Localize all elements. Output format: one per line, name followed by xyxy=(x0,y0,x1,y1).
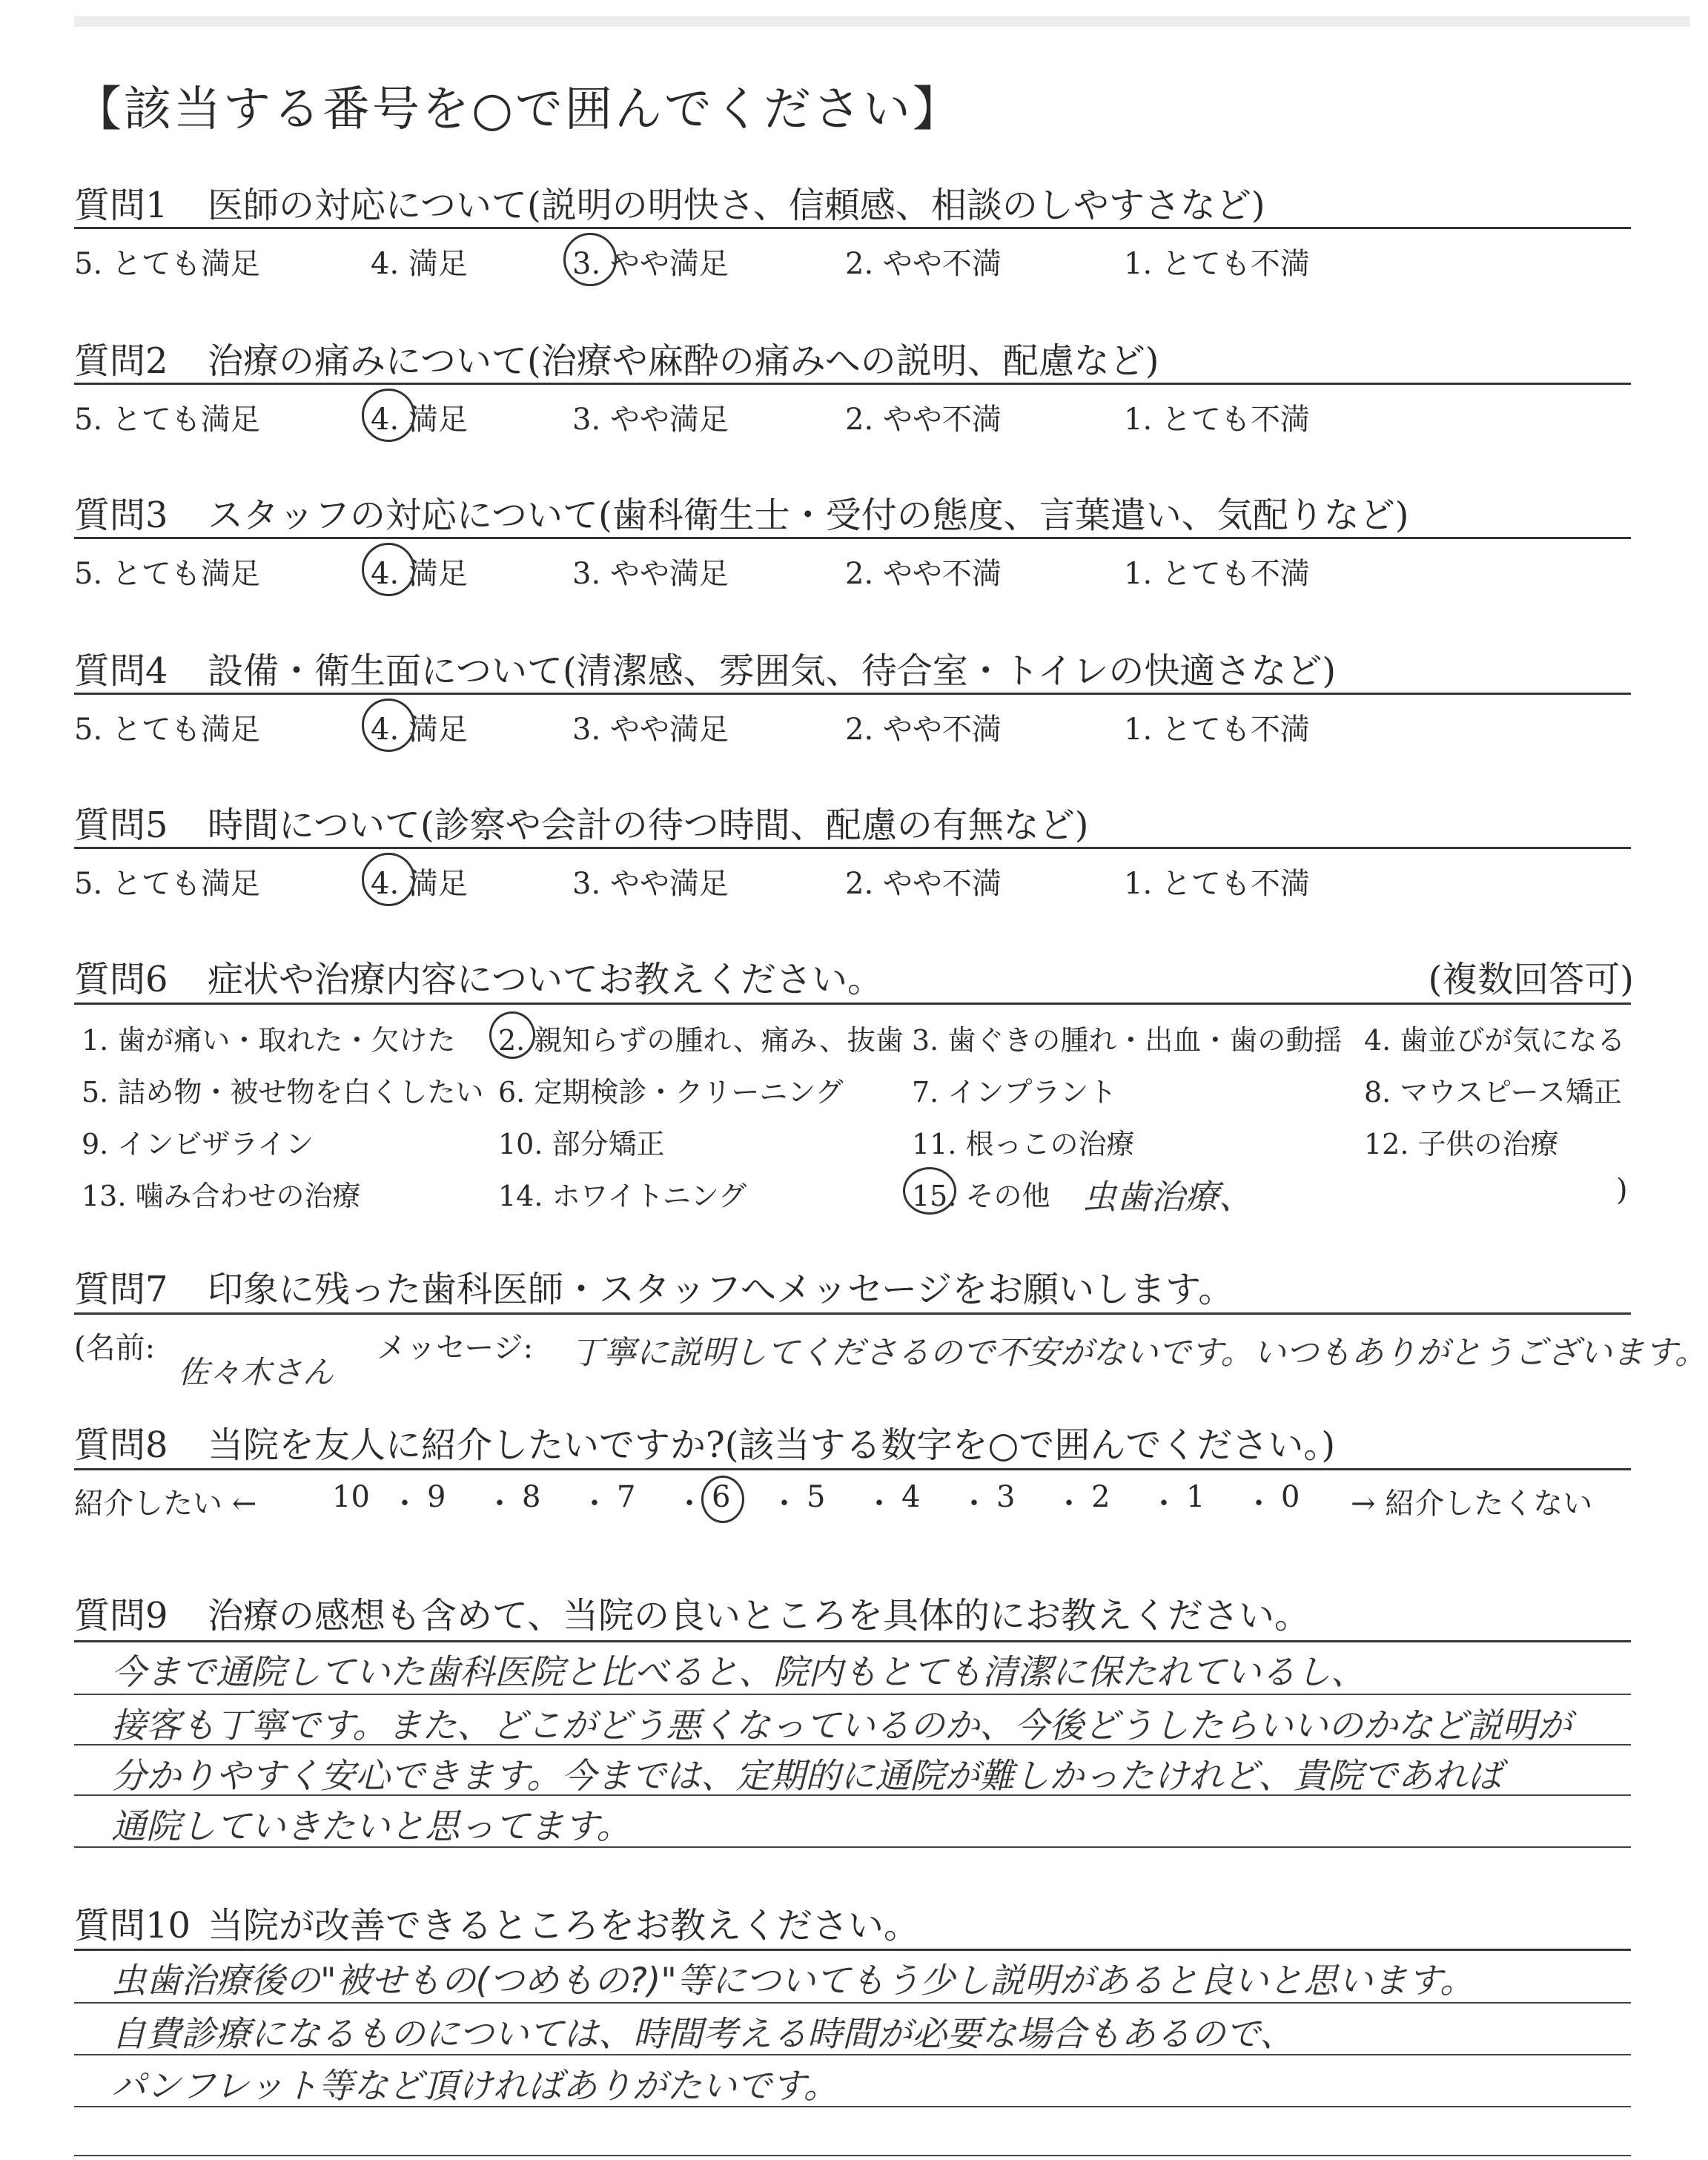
question-text: 印象に残った歯科医師・スタッフへメッセージをお願いします。 xyxy=(208,1269,1234,1310)
scale-dot: ・ xyxy=(1149,1487,1179,1521)
q6-option[interactable]: 1. 歯が痛い・取れた・欠けた xyxy=(82,1024,456,1057)
rating-option-5[interactable]: 5. とても満足 xyxy=(74,713,260,747)
page-heading: 【該当する番号を○で囲んでください】 xyxy=(74,82,962,137)
scale-value-2[interactable]: 2 xyxy=(1091,1480,1110,1514)
question-text: 当院が改善できるところをお教えください。 xyxy=(208,1905,920,1946)
rating-option-3[interactable]: 3. やや満足 xyxy=(572,867,729,901)
q6-option[interactable]: 9. インビザライン xyxy=(82,1128,314,1160)
scale-value-7[interactable]: 7 xyxy=(617,1480,636,1514)
scale-dot: ・ xyxy=(675,1487,704,1521)
question-1-rule xyxy=(74,227,1631,229)
scale-value-9[interactable]: 9 xyxy=(427,1480,446,1514)
scale-left-label: 紹介したい ← xyxy=(74,1487,257,1521)
question-text: 治療の感想も含めて、当院の良いところを具体的にお教えください。 xyxy=(208,1595,1311,1636)
name-label: (名前: xyxy=(74,1331,156,1365)
rating-option-1[interactable]: 1. とても不満 xyxy=(1124,713,1310,747)
q6-option[interactable]: 4. 歯並びが気になる xyxy=(1364,1024,1626,1057)
scale-value-10[interactable]: 10 xyxy=(332,1480,370,1514)
question-number: 質問7 xyxy=(74,1269,168,1310)
scan-top-edge xyxy=(74,16,1690,27)
scale-value-3[interactable]: 3 xyxy=(996,1480,1016,1514)
rating-option-2[interactable]: 2. やや不満 xyxy=(845,247,1002,281)
question-9-title xyxy=(74,1587,1310,1638)
scale-dot: ・ xyxy=(580,1487,609,1521)
scale-right-label: → 紹介したくない xyxy=(1351,1487,1593,1521)
q6-option[interactable]: 8. マウスピース矯正 xyxy=(1364,1076,1622,1109)
selection-circle xyxy=(362,389,415,442)
q6-option[interactable]: 13. 噛み合わせの治療 xyxy=(82,1180,361,1212)
rating-option-3[interactable]: 3. やや満足 xyxy=(572,713,729,747)
rating-option-3[interactable]: 3. やや満足 xyxy=(572,403,729,437)
question-text: 症状や治療内容についてお教えください。 xyxy=(208,959,884,1000)
multiple-answers-note: (複数回答可) xyxy=(1428,959,1634,1000)
question-6-rule xyxy=(74,1003,1631,1005)
scale-value-6[interactable]: 6 xyxy=(712,1480,731,1514)
q6-option[interactable]: 5. 詰め物・被せ物を白くしたい xyxy=(82,1076,484,1109)
selection-circle xyxy=(489,1011,535,1059)
scale-dot: ・ xyxy=(1054,1487,1084,1521)
question-number: 質問8 xyxy=(74,1424,168,1466)
q6-option[interactable]: 2. 親知らずの腫れ、痛み、抜歯 xyxy=(498,1024,904,1057)
name-value: 佐々木さん xyxy=(178,1354,334,1390)
rating-option-4[interactable]: 4. 満足 xyxy=(371,403,468,437)
question-3-rule xyxy=(74,537,1631,539)
question-10-title xyxy=(74,1897,919,1948)
rating-option-1[interactable]: 1. とても不満 xyxy=(1124,247,1310,281)
selection-circle xyxy=(903,1167,956,1215)
question-text: 時間について(診察や会計の待つ時間、配慮の有無など) xyxy=(208,805,1089,846)
selection-circle xyxy=(362,698,415,752)
scale-value-0[interactable]: 0 xyxy=(1281,1480,1300,1514)
handwritten-line: パンフレット等など頂ければありがたいです。 xyxy=(111,2066,838,2107)
question-3-title xyxy=(74,486,1409,538)
question-text: 当院を友人に紹介したいですか?(該当する数字を○で囲んでください。) xyxy=(208,1424,1336,1466)
selection-circle xyxy=(362,853,415,906)
scale-value-4[interactable]: 4 xyxy=(901,1480,921,1514)
question-number: 質問10 xyxy=(74,1905,191,1946)
question-5-rule xyxy=(74,847,1631,849)
question-number: 質問1 xyxy=(74,185,168,226)
scale-dot: ・ xyxy=(1244,1487,1274,1521)
handwritten-line: 通院していきたいと思ってます。 xyxy=(111,1806,632,1847)
scale-dot: ・ xyxy=(864,1487,894,1521)
question-4-title xyxy=(74,642,1336,693)
question-text: 治療の痛みについて(治療や麻酔の痛みへの説明、配慮など) xyxy=(208,340,1159,382)
rating-option-3[interactable]: 3. やや満足 xyxy=(572,247,729,281)
question-1-title xyxy=(74,176,1265,228)
rating-option-2[interactable]: 2. やや不満 xyxy=(845,713,1002,747)
rating-option-1[interactable]: 1. とても不満 xyxy=(1124,867,1310,901)
q6-option[interactable]: 11. 根っこの治療 xyxy=(912,1128,1135,1160)
rating-option-2[interactable]: 2. やや不満 xyxy=(845,557,1002,591)
q6-option[interactable]: 3. 歯ぐきの腫れ・出血・歯の動揺 xyxy=(912,1024,1343,1057)
q6-option[interactable]: 10. 部分矯正 xyxy=(498,1128,665,1160)
rating-option-1[interactable]: 1. とても不満 xyxy=(1124,557,1310,591)
rating-option-4[interactable]: 4. 満足 xyxy=(371,867,468,901)
question-number: 質問5 xyxy=(74,805,168,846)
question-2-title xyxy=(74,332,1159,383)
rating-option-5[interactable]: 5. とても満足 xyxy=(74,557,260,591)
answer-line xyxy=(74,1640,1631,1642)
handwritten-line: 接客も丁寧です。また、どこがどう悪くなっているのか、今後どうしたらいいのかなど説明が xyxy=(111,1705,1572,1746)
handwritten-line: 分かりやすく安心できます。今までは、定期的に通院が難しかったけれど、貴院であれば xyxy=(111,1756,1503,1797)
rating-option-1[interactable]: 1. とても不満 xyxy=(1124,403,1310,437)
scale-value-1[interactable]: 1 xyxy=(1186,1480,1205,1514)
scale-dot: ・ xyxy=(390,1487,420,1521)
handwritten-line: 今まで通院していた歯科医院と比べると、院内もとても清潔に保たれているし、 xyxy=(111,1652,1366,1693)
scale-dot: ・ xyxy=(769,1487,799,1521)
q6-close-paren: ) xyxy=(1616,1173,1628,1207)
rating-option-4[interactable]: 4. 満足 xyxy=(371,557,468,591)
scale-value-5[interactable]: 5 xyxy=(807,1480,826,1514)
rating-option-5[interactable]: 5. とても満足 xyxy=(74,247,260,281)
question-number: 質問4 xyxy=(74,650,168,692)
question-text: 医師の対応について(説明の明快さ、信頼感、相談のしやすさなど) xyxy=(208,185,1265,226)
rating-option-2[interactable]: 2. やや不満 xyxy=(845,403,1002,437)
q6-option[interactable]: 12. 子供の治療 xyxy=(1364,1128,1559,1160)
question-7-title xyxy=(74,1261,1234,1312)
rating-option-5[interactable]: 5. とても満足 xyxy=(74,403,260,437)
rating-option-3[interactable]: 3. やや満足 xyxy=(572,557,729,591)
handwritten-line: 虫歯治療後の"被せもの(つめもの?)"等についてもう少し説明があると良いと思います。 xyxy=(111,1961,1475,2001)
scale-value-8[interactable]: 8 xyxy=(522,1480,541,1514)
question-number: 質問9 xyxy=(74,1595,168,1636)
q6-option[interactable]: 15. その他 xyxy=(912,1180,1050,1212)
question-text: スタッフの対応について(歯科衛生士・受付の態度、言葉遣い、気配りなど) xyxy=(208,495,1409,536)
question-7-rule xyxy=(74,1312,1631,1315)
question-8-rule xyxy=(74,1468,1631,1470)
handwritten-line: 自費診療になるものについては、時間考える時間が必要な場合もあるので、 xyxy=(111,2014,1295,2055)
rating-option-4[interactable]: 4. 満足 xyxy=(371,247,468,281)
q6-other-text: 虫歯治療、 xyxy=(1082,1177,1253,1217)
scale-dot: ・ xyxy=(485,1487,514,1521)
rating-option-4[interactable]: 4. 満足 xyxy=(371,713,468,747)
answer-line xyxy=(74,1949,1631,1951)
message-label: メッセージ: xyxy=(377,1331,534,1365)
q6-option[interactable]: 6. 定期検診・クリーニング xyxy=(498,1076,844,1109)
question-number: 質問2 xyxy=(74,340,168,382)
rating-option-2[interactable]: 2. やや不満 xyxy=(845,867,1002,901)
selection-circle xyxy=(701,1476,744,1523)
selection-circle xyxy=(563,233,617,286)
message-value: 丁寧に説明してくださるので不安がないです。いつもありがとうございます。 xyxy=(571,1334,1707,1372)
q6-option[interactable]: 14. ホワイトニング xyxy=(498,1180,747,1212)
rating-option-5[interactable]: 5. とても満足 xyxy=(74,867,260,901)
scale-dot: ・ xyxy=(959,1487,989,1521)
question-8-title xyxy=(74,1416,1335,1467)
q6-option[interactable]: 7. インプラント xyxy=(912,1076,1117,1109)
question-text: 設備・衛生面について(清潔感、雰囲気、待合室・トイレの快適さなど) xyxy=(208,650,1337,692)
selection-circle xyxy=(362,543,415,596)
question-number: 質問3 xyxy=(74,495,168,536)
question-6-title xyxy=(74,951,883,1002)
question-2-rule xyxy=(74,383,1631,385)
question-number: 質問6 xyxy=(74,959,168,1000)
answer-line xyxy=(74,2155,1631,2156)
question-4-rule xyxy=(74,693,1631,695)
question-5-title xyxy=(74,796,1089,848)
